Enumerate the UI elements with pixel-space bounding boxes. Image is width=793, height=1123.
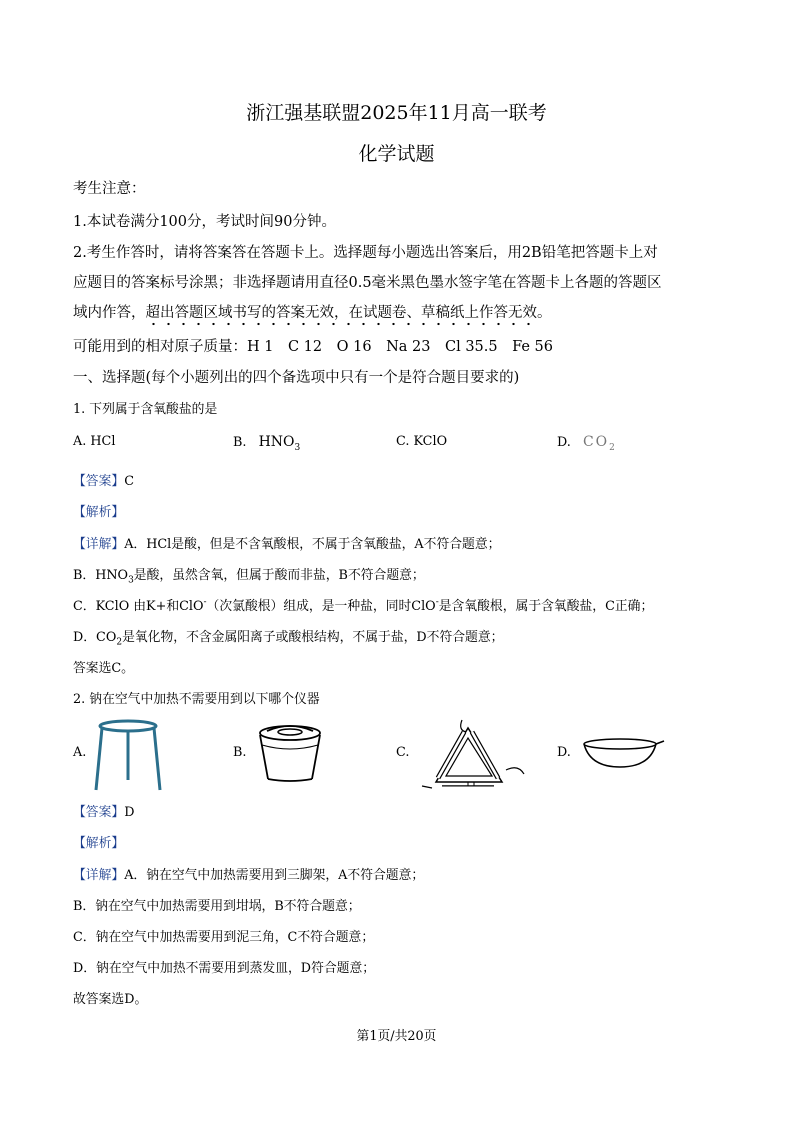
q1-option-b [233, 434, 300, 453]
q2-detail-b: B．钠在空气中加热需要用到坩埚，B不符合题意； [73, 899, 361, 914]
q1-option-d [557, 434, 617, 453]
co-text: CO [582, 434, 610, 450]
notice-item-1: 1.本试卷满分100分，考试时间90分钟。 [73, 214, 336, 230]
q2-answer-value: D [124, 805, 135, 820]
q1-option-d-label: D. [557, 435, 571, 450]
q1-option-b-label: B. [233, 435, 247, 450]
q1-detail-c-mid: （次氯酸根）组成，是一种盐，同时ClO [206, 599, 436, 614]
q2-option-d-label: D. [557, 745, 571, 760]
q2-detail-a-text: A．钠在空气中加热需要用到三脚架，A不符合题意； [124, 868, 425, 883]
crucible-icon [253, 723, 328, 785]
q1-option-b-formula [258, 434, 301, 453]
q2-answer-tag: 【答案】 [73, 805, 125, 820]
clay-triangle-icon [418, 718, 528, 794]
hno-text: HNO [258, 434, 295, 450]
exam-title: 浙江强基联盟2025年11月高一联考 [246, 102, 547, 124]
q1-detail-c-sup2: - [435, 597, 439, 608]
q1-answer [73, 470, 134, 489]
notice-line-3-suffix: 。 [537, 305, 552, 321]
q1-detail-b-post: 是酸，虽然含氧，但属于酸而非盐，B不符合题意； [133, 568, 425, 583]
q1-detail-c-pre: C．KClO 由K+和ClO [73, 599, 204, 614]
notice-heading: 考生注意： [73, 181, 146, 197]
q1-conclusion: 答案选C。 [73, 661, 134, 676]
q1-detail-d [73, 626, 503, 648]
hno-sub: 3 [294, 442, 301, 453]
q1-option-d-formula [582, 434, 617, 453]
q1-detail-d-post: 是氧化物，不含金属阳离子或酸根结构，不属于盐，D不符合题意； [122, 630, 504, 645]
q2-option-c-label: C. [396, 745, 410, 760]
q2-conclusion: 故答案选D。 [73, 992, 148, 1007]
q1-detail-b-sub: 3 [128, 575, 134, 586]
atomic-masses: 可能用到的相对原子质量：H 1 C 12 O 16 Na 23 Cl 35.5 Fe 56 [73, 339, 554, 355]
q1-detail-d-pre: D．CO [73, 630, 117, 645]
page-number: 第1页/共20页 [356, 1029, 437, 1044]
q2-detail-tag: 【详解】 [73, 868, 125, 883]
q1-detail-tag: 【详解】 [73, 537, 125, 552]
q1-answer-value: C [124, 474, 134, 489]
exam-subtitle: 化学试题 [358, 143, 435, 165]
section-1-heading: 一、选择题(每个小题列出的四个备选项中只有一个是符合题目要求的) [73, 370, 520, 386]
q1-answer-tag: 【答案】 [73, 474, 125, 489]
q1-stem: 1. 下列属于含氧酸盐的是 [73, 402, 218, 417]
q1-detail-c-sup: - [203, 597, 207, 608]
q2-option-b-label: B. [233, 745, 247, 760]
q2-detail-a [73, 864, 424, 883]
q1-detail-c-post: 是含氧酸根，属于含氧酸盐，C正确； [438, 599, 654, 614]
q1-detail-d-sub: 2 [116, 637, 123, 648]
q2-answer [73, 801, 134, 820]
q1-detail-a [73, 533, 500, 552]
q2-detail-d: D．钠在空气中加热不需要用到蒸发皿，D符合题意； [73, 961, 376, 976]
q2-detail-c: C．钠在空气中加热需要用到泥三角，C不符合题意； [73, 930, 375, 945]
q1-option-c: C. KClO [396, 434, 448, 449]
co-sub: 2 [609, 442, 617, 453]
q1-detail-c [73, 595, 653, 614]
q1-detail-b-pre: B．HNO [73, 568, 129, 583]
q2-option-a-label: A. [73, 745, 87, 760]
tripod-icon [93, 718, 163, 793]
q2-stem: 2. 钠在空气中加热不需要用到以下哪个仪器 [73, 692, 320, 707]
q1-option-a: A. HCl [73, 434, 116, 449]
notice-emphasis: 超出答题区域书写的答案无效，在试题卷、草稿纸上作答无效 [146, 305, 538, 326]
notice-item-2-line-1: 2.考生作答时，请将答案答在答题卡上。选择题每小题选出答案后，用2B铅笔把答题卡上对 [73, 245, 658, 261]
notice-item-2-line-2: 应题目的答案标号涂黑；非选择题请用直径0.5毫米黑色墨水签字笔在答题卡上各题的答题区 [73, 275, 662, 291]
q1-analysis-tag: 【解析】 [73, 505, 125, 520]
notice-item-2-line-3 [73, 301, 552, 322]
q1-detail-a-text: A．HCl是酸，但是不含氧酸根，不属于含氧酸盐，A不符合题意； [124, 537, 501, 552]
evaporating-dish-icon [578, 735, 666, 771]
q1-detail-b [73, 564, 425, 586]
notice-line-3-prefix: 域内作答， [73, 305, 146, 321]
q2-analysis-tag: 【解析】 [73, 836, 125, 851]
